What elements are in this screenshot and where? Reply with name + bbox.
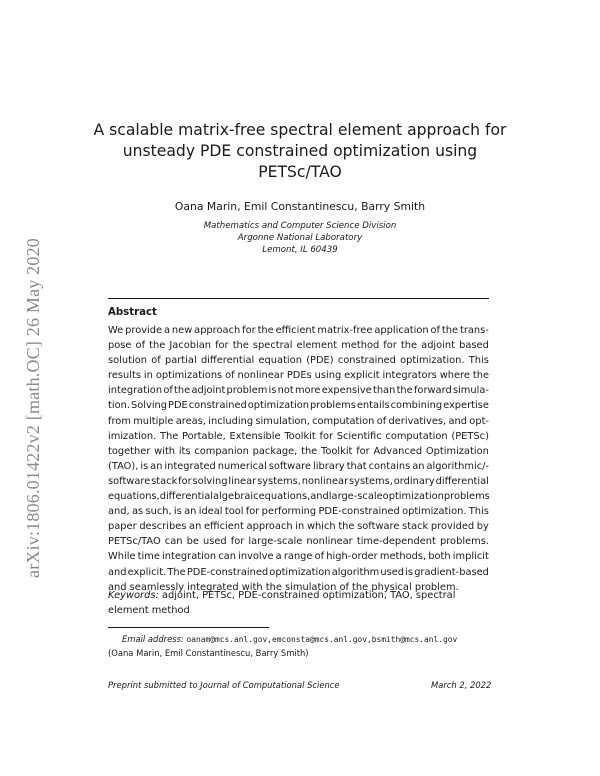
abstract-body	[108, 323, 489, 595]
abstract-line: imization. The Portable, Extensible Toolkit for Scientific computation (PETSc)	[108, 430, 489, 442]
author-list: Oana Marin, Emil Constantinescu, Barry Smith	[174, 200, 426, 213]
paper-title	[60, 120, 540, 183]
keywords-list-line-1: adjoint, PETSc, PDE-constrained optimization, TAO, spectral	[161, 590, 456, 601]
abstract-line: pose of the Jacobian for the spectral element method for the adjoint based	[108, 340, 489, 352]
arxiv-identifier-text: arXiv:1806.01422v2 [math.OC] 26 May 2020	[23, 238, 43, 578]
abstract-line: PETSc/TAO can be used for large-scale nonlinear time-dependent problems.	[108, 536, 489, 548]
keywords	[108, 588, 489, 618]
email-footnote	[122, 634, 457, 644]
abstract-line: tion. Solving PDE constrained optimization problems entails combining expertise	[108, 400, 489, 412]
abstract-top-rule	[108, 298, 489, 299]
affiliation-line-3: Lemont, IL 60439	[262, 245, 338, 255]
affiliation	[60, 220, 540, 256]
abstract-line: together with its companion package, the Toolkit for Advanced Optimization	[108, 445, 489, 457]
abstract-line: While time integration can involve a range of high-order methods, both implicit	[108, 551, 489, 563]
abstract-line: and seamlessly integrated with the simulation of the physical problem.	[108, 581, 459, 593]
abstract-heading: Abstract	[108, 307, 157, 318]
title-line-2: unsteady PDE constrained optimization using	[122, 142, 478, 160]
abstract-line: software stack for solving linear systems, nonlinear systems, ordinary differential	[108, 475, 489, 487]
abstract-line: from multiple areas, including simulation, computation of derivatives, and opt-	[108, 415, 489, 427]
affiliation-line-1: Mathematics and Computer Science Division	[203, 221, 397, 231]
email-label: Email address:	[122, 634, 184, 644]
arxiv-identifier-stamp	[12, 193, 52, 578]
abstract-line: equations, differential algebraic equations, and large-scale optimization problems	[108, 491, 490, 503]
abstract-line: solution of partial differential equation (PDE) constrained optimization. This	[108, 355, 489, 367]
abstract-line: and, as such, is an ideal tool for performing PDE-constrained optimization. This	[108, 506, 489, 518]
abstract-line: (TAO), is an integrated numerical software library that contains an algorithmic/-	[108, 460, 489, 472]
preprint-note: Preprint submitted to Journal of Computational Science	[108, 680, 340, 690]
title-line-3: PETSc/TAO	[258, 163, 342, 181]
abstract-line: results in optimizations of nonlinear PDEs using explicit integrators where the	[108, 370, 489, 382]
abstract-line: integration of the adjoint problem is not more expensive than the forward simula-	[108, 385, 489, 397]
footnote-rule	[108, 627, 269, 628]
abstract-line: We provide a new approach for the efficient matrix-free application of the trans-	[108, 325, 489, 336]
keywords-label: Keywords:	[108, 590, 159, 601]
title-line-1: A scalable matrix-free spectral element approach for	[93, 121, 507, 139]
email-owner-names: (Oana Marin, Emil Constantinescu, Barry Smith)	[108, 648, 309, 658]
abstract-line: paper describes an efficient approach in which the software stack provided by	[108, 521, 489, 533]
keywords-list-line-2: element method	[108, 605, 190, 617]
abstract-line: and explicit. The PDE-constrained optimization algorithm used is gradient-based	[108, 566, 489, 578]
submission-date: March 2, 2022	[431, 680, 492, 690]
email-addresses[interactable]: oanam@mcs.anl.gov,emconsta@mcs.anl.gov,bsmith@mcs.anl.gov	[186, 635, 458, 644]
affiliation-line-2: Argonne National Laboratory	[237, 233, 363, 243]
